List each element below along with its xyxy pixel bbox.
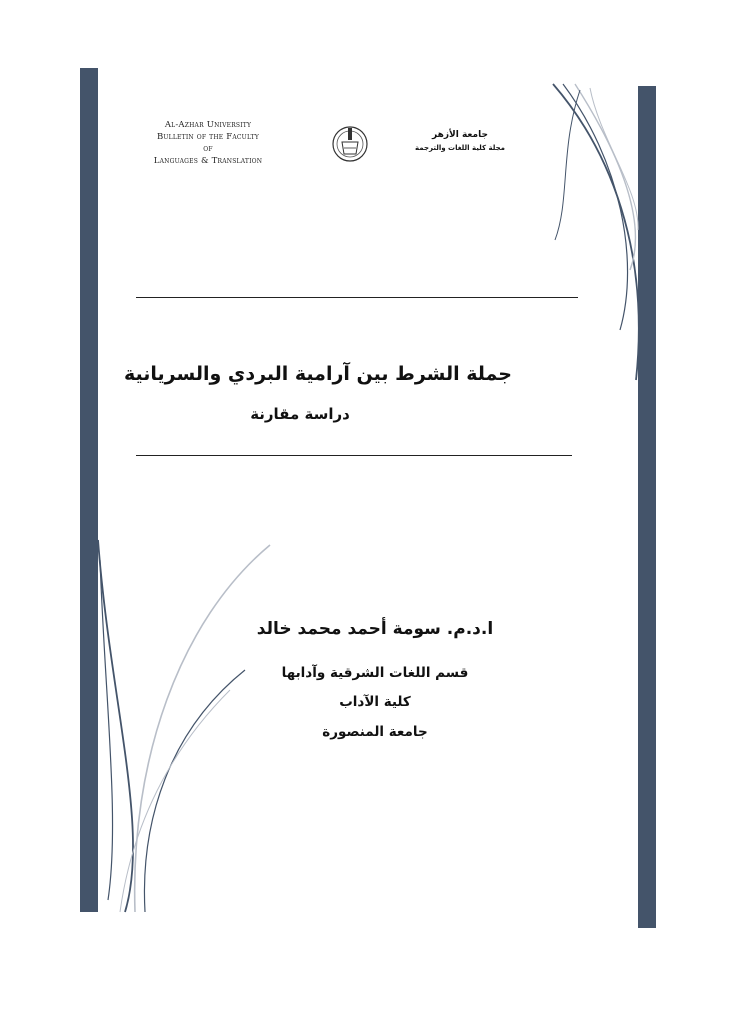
affiliation-university: جامعة المنصورة (322, 724, 428, 740)
english-header-line: Languages & Translation (153, 156, 263, 166)
english-header-line: Al-Azhar University (164, 120, 252, 130)
arabic-header-university: جامعة الأزهر (432, 130, 488, 140)
arabic-header (400, 128, 520, 154)
english-header-line: Bulletin of the Faculty (156, 132, 259, 142)
affiliation-department: قسم اللغات الشرقية وآدابها (281, 665, 469, 681)
document-title: جملة الشرط بين آرامية البردي والسريانية (124, 363, 512, 385)
top-divider (136, 297, 578, 298)
english-header-line: of (203, 144, 213, 154)
university-emblem-icon (330, 122, 370, 166)
author-name: ا.د.م. سومة أحمد محمد خالد (256, 619, 494, 639)
affiliation-faculty: كلية الآداب (339, 694, 411, 710)
bottom-divider (136, 455, 572, 456)
document-subtitle: دراسة مقارنة (250, 405, 350, 423)
english-header (128, 119, 288, 167)
arabic-header-journal: مجلة كلية اللغات والترجمة (415, 144, 505, 152)
